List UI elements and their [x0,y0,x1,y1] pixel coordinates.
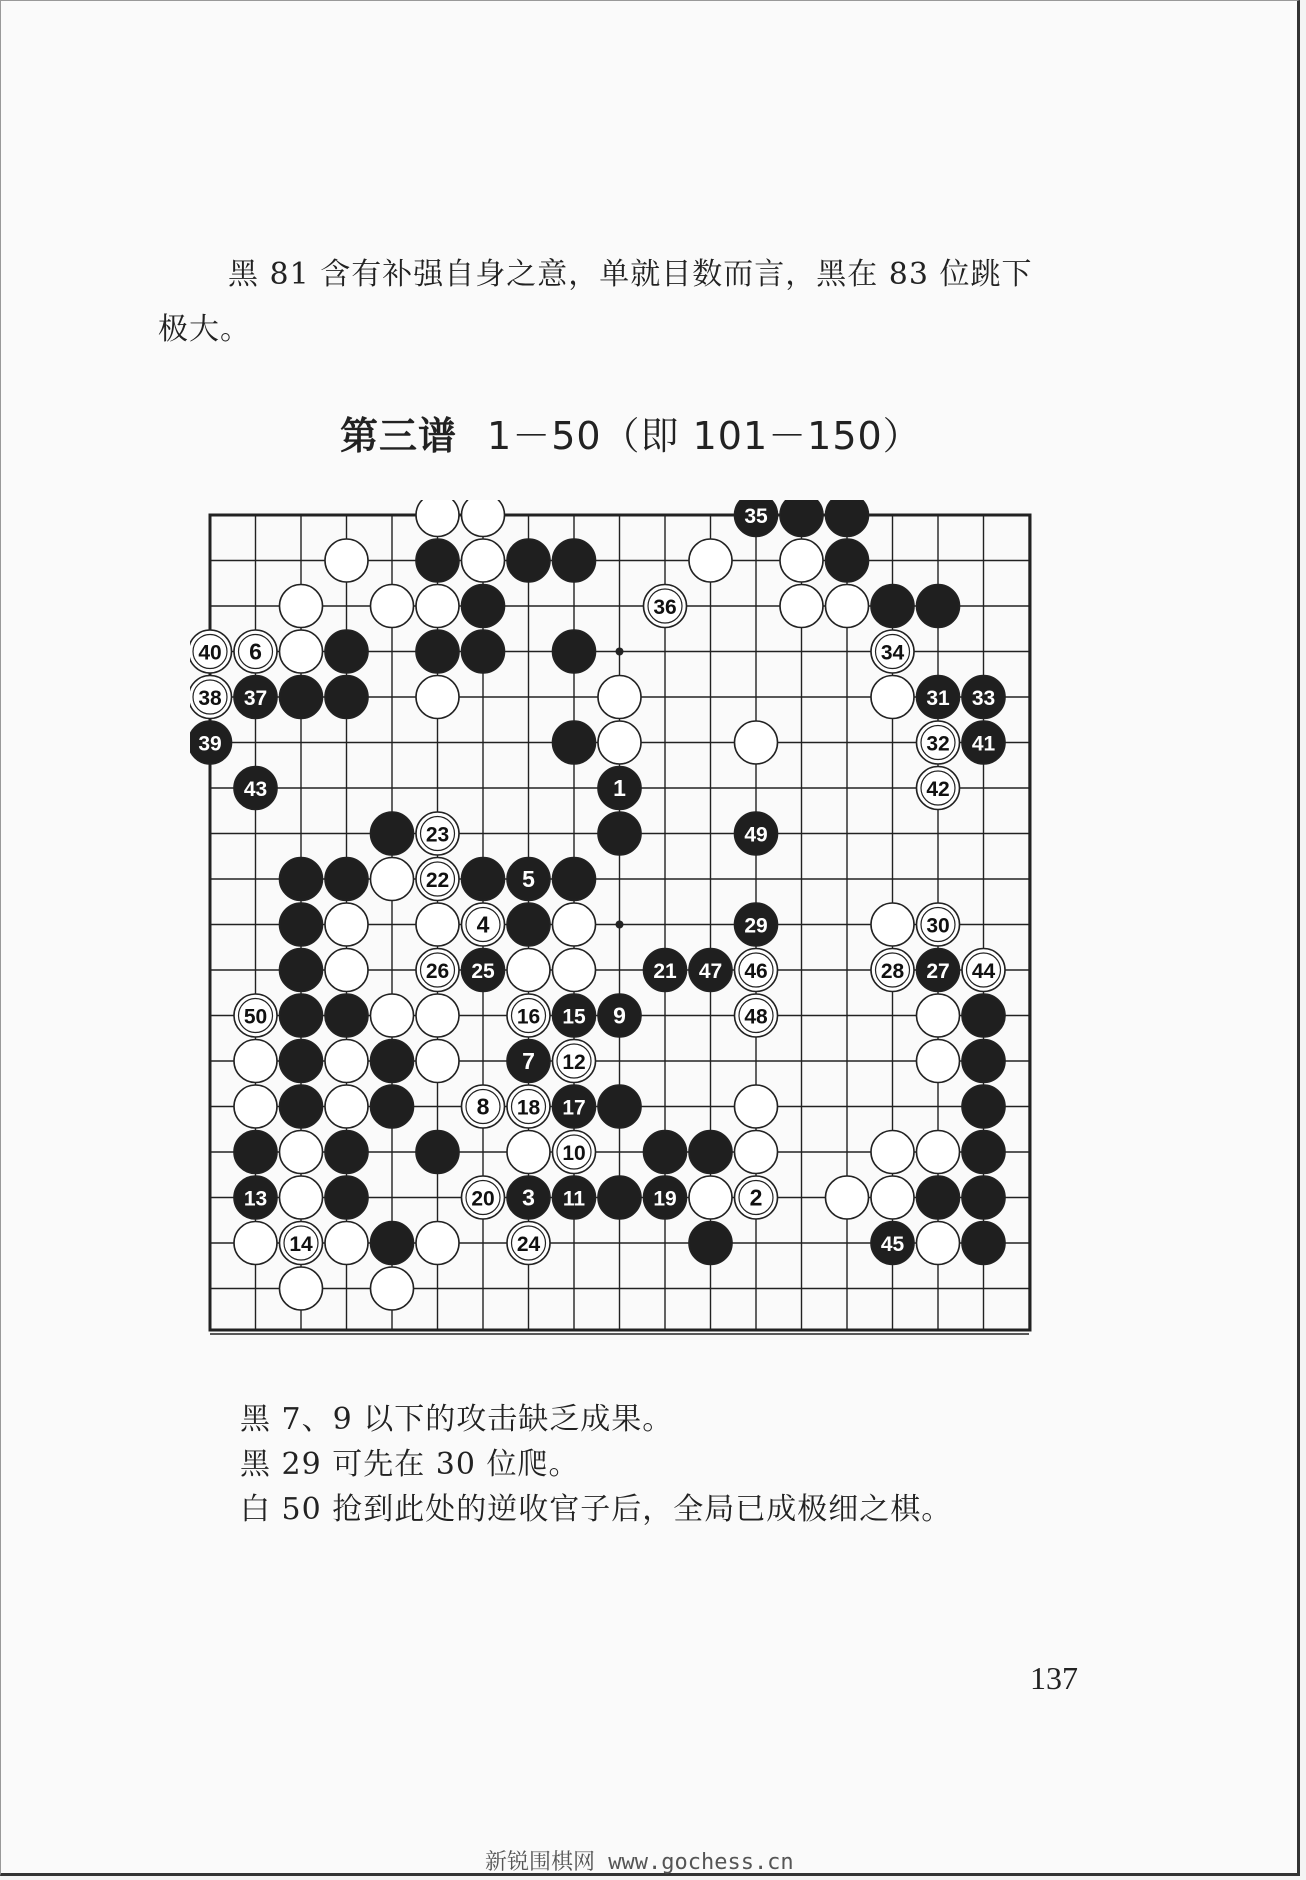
black-stone [325,1131,368,1174]
black-stone [735,500,778,537]
white-stone [325,539,368,582]
move-number: 38 [198,687,222,710]
white-stone [735,1085,778,1128]
black-stone [553,630,596,673]
black-stone [644,949,687,992]
move-number: 43 [243,778,268,801]
black-stone [735,812,778,855]
white-stone [917,1040,960,1083]
black-stone [190,721,232,764]
black-stone [644,1176,687,1219]
move-number: 48 [744,1005,768,1029]
white-stone [280,1222,323,1265]
move-number: 17 [562,1096,586,1120]
black-stone [598,994,641,1037]
black-stone [553,858,596,901]
black-stone [553,721,596,764]
white-stone [689,539,732,582]
move-number: 32 [926,732,950,756]
move-number: 45 [880,1233,905,1256]
white-stone [735,1176,778,1219]
white-stone [371,994,414,1037]
white-stone [780,539,823,582]
black-stone [280,949,323,992]
white-stone [416,949,459,992]
white-stone [553,1040,596,1083]
move-number: 2 [749,1184,763,1211]
black-stone [325,994,368,1037]
move-number: 7 [522,1048,535,1074]
black-stone [598,767,641,810]
black-stone [871,585,914,628]
black-stone [644,1131,687,1174]
white-stone [507,1131,550,1174]
black-stone [325,676,368,719]
white-stone [871,630,914,673]
white-stone [325,1040,368,1083]
move-number: 23 [425,823,450,847]
move-number: 30 [926,914,950,938]
move-number: 47 [698,960,723,983]
black-stone [962,1131,1005,1174]
black-stone [553,1176,596,1219]
white-stone [462,1176,505,1219]
move-number: 42 [926,778,950,801]
white-stone [325,1222,368,1265]
white-stone [598,676,641,719]
white-stone [234,994,277,1037]
move-number: 31 [926,687,950,710]
move-number: 8 [476,1093,490,1120]
star-point [616,921,624,929]
black-stone [917,949,960,992]
white-stone [416,812,459,855]
white-stone [735,721,778,764]
white-stone [644,585,687,628]
white-stone [280,1267,323,1310]
commentary-line-1: 黑 7、9 以下的攻击缺乏成果。 [240,1402,674,1437]
white-stone [735,1131,778,1174]
black-stone [507,539,550,582]
white-stone [735,949,778,992]
black-stone [416,539,459,582]
black-stone [553,994,596,1037]
white-stone [234,630,277,673]
white-stone [280,585,323,628]
star-point [616,648,624,656]
move-number: 4 [476,911,490,938]
black-stone [871,1222,914,1265]
move-number: 25 [471,960,495,983]
move-number: 5 [522,866,535,892]
move-number: 44 [971,960,996,983]
white-stone [416,903,459,946]
white-stone [462,500,505,537]
white-stone [780,585,823,628]
white-stone [325,903,368,946]
black-stone [735,903,778,946]
black-stone [689,1222,732,1265]
move-number: 26 [425,960,450,983]
black-stone [280,903,323,946]
white-stone [371,858,414,901]
black-stone [234,1176,277,1219]
move-number: 49 [744,823,768,847]
white-stone [234,1040,277,1083]
black-stone [280,994,323,1037]
white-stone [325,949,368,992]
white-stone [871,949,914,992]
move-number: 14 [289,1233,313,1256]
white-stone [826,585,869,628]
move-number: 3 [522,1184,535,1211]
black-stone [462,949,505,992]
black-stone [234,676,277,719]
move-number: 36 [653,596,677,619]
black-stone [553,539,596,582]
white-stone [416,676,459,719]
black-stone [962,994,1005,1037]
diagram-title-range: 1－50（即 101－150） [487,414,922,458]
move-number: 29 [744,914,768,938]
move-number: 37 [243,687,268,710]
move-number: 40 [198,641,222,665]
white-stone [507,994,550,1037]
move-number: 12 [562,1051,586,1074]
move-number: 50 [243,1005,268,1029]
black-stone [917,585,960,628]
white-stone [871,1176,914,1219]
black-stone [553,1085,596,1128]
white-stone [416,994,459,1037]
black-stone [962,1176,1005,1219]
black-stone [325,630,368,673]
black-stone [507,1040,550,1083]
black-stone [826,500,869,537]
move-number: 21 [653,960,677,983]
black-stone [325,1176,368,1219]
move-number: 15 [562,1005,586,1029]
white-stone [416,858,459,901]
white-stone [871,903,914,946]
black-stone [962,1040,1005,1083]
white-stone [917,1131,960,1174]
white-stone [962,949,1005,992]
black-stone [780,500,823,537]
move-number: 6 [249,638,262,665]
black-stone [689,1131,732,1174]
move-number: 16 [516,1005,541,1029]
black-stone [826,539,869,582]
move-number: 24 [516,1233,541,1256]
white-stone [507,1085,550,1128]
black-stone [234,1131,277,1174]
move-number: 18 [516,1096,541,1120]
black-stone [962,721,1005,764]
black-stone [917,676,960,719]
intro-paragraph-line-1: 黑 81 含有补强自身之意，单就目数而言，黑在 83 位跳下 [228,257,1033,292]
black-stone [962,1222,1005,1265]
white-stone [826,1176,869,1219]
white-stone [190,676,232,719]
black-stone [507,1176,550,1219]
black-stone [416,630,459,673]
black-stone [280,1040,323,1083]
white-stone [234,1222,277,1265]
white-stone [462,1085,505,1128]
move-number: 35 [744,505,768,528]
black-stone [962,1085,1005,1128]
black-stone [280,676,323,719]
black-stone [462,858,505,901]
black-stone [507,858,550,901]
white-stone [917,767,960,810]
white-stone [371,585,414,628]
black-stone [280,1085,323,1128]
black-stone [325,858,368,901]
black-stone [371,1085,414,1128]
white-stone [871,1131,914,1174]
white-stone [917,994,960,1037]
white-stone [280,630,323,673]
move-number: 19 [653,1187,677,1211]
move-number: 10 [562,1142,586,1165]
white-stone [416,500,459,537]
move-number: 27 [926,960,950,983]
white-stone [507,1222,550,1265]
white-stone [280,1131,323,1174]
black-stone [917,1176,960,1219]
move-number: 34 [880,641,905,665]
white-stone [462,539,505,582]
move-number: 28 [880,960,905,983]
move-number: 1 [613,775,626,801]
black-stone [280,858,323,901]
white-stone [917,721,960,764]
black-stone [462,630,505,673]
black-stone [962,676,1005,719]
move-number: 22 [425,869,450,892]
white-stone [416,1040,459,1083]
diagram-title-label: 第三谱 [340,414,458,458]
white-stone [917,1222,960,1265]
white-stone [871,676,914,719]
move-number: 41 [971,732,996,756]
black-stone [371,1222,414,1265]
white-stone [553,949,596,992]
intro-paragraph-line-2: 极大。 [158,312,251,347]
black-stone [416,1131,459,1174]
move-number: 11 [562,1187,586,1211]
white-stone [371,1267,414,1310]
white-stone [917,903,960,946]
white-stone [689,1176,732,1219]
black-stone [598,1085,641,1128]
white-stone [507,949,550,992]
white-stone [462,903,505,946]
move-number: 13 [243,1187,268,1211]
site-watermark: 新锐围棋网 www.gochess.cn [485,1850,794,1875]
white-stone [325,1085,368,1128]
move-number: 33 [971,687,996,710]
white-stone [416,585,459,628]
black-stone [462,585,505,628]
white-stone [416,1222,459,1265]
move-number: 20 [471,1187,495,1211]
white-stone [553,1131,596,1174]
black-stone [234,767,277,810]
white-stone [553,903,596,946]
go-board-diagram [190,500,1050,1350]
white-stone [280,1176,323,1219]
move-number: 39 [198,732,222,756]
white-stone [735,994,778,1037]
black-stone [371,812,414,855]
black-stone [371,1040,414,1083]
stones [190,500,1005,1310]
commentary-line-3: 白 50 抢到此处的逆收官子后，全局已成极细之棋。 [240,1492,953,1527]
white-stone [234,1085,277,1128]
white-stone [598,721,641,764]
move-number: 9 [613,1002,626,1029]
page-number: 137 [1030,1660,1078,1696]
move-number: 46 [744,960,768,983]
black-stone [507,903,550,946]
black-stone [689,949,732,992]
white-stone [190,630,232,673]
diagram-title [340,405,922,460]
black-stone [598,1176,641,1219]
commentary-line-2: 黑 29 可先在 30 位爬。 [240,1447,580,1482]
black-stone [598,812,641,855]
